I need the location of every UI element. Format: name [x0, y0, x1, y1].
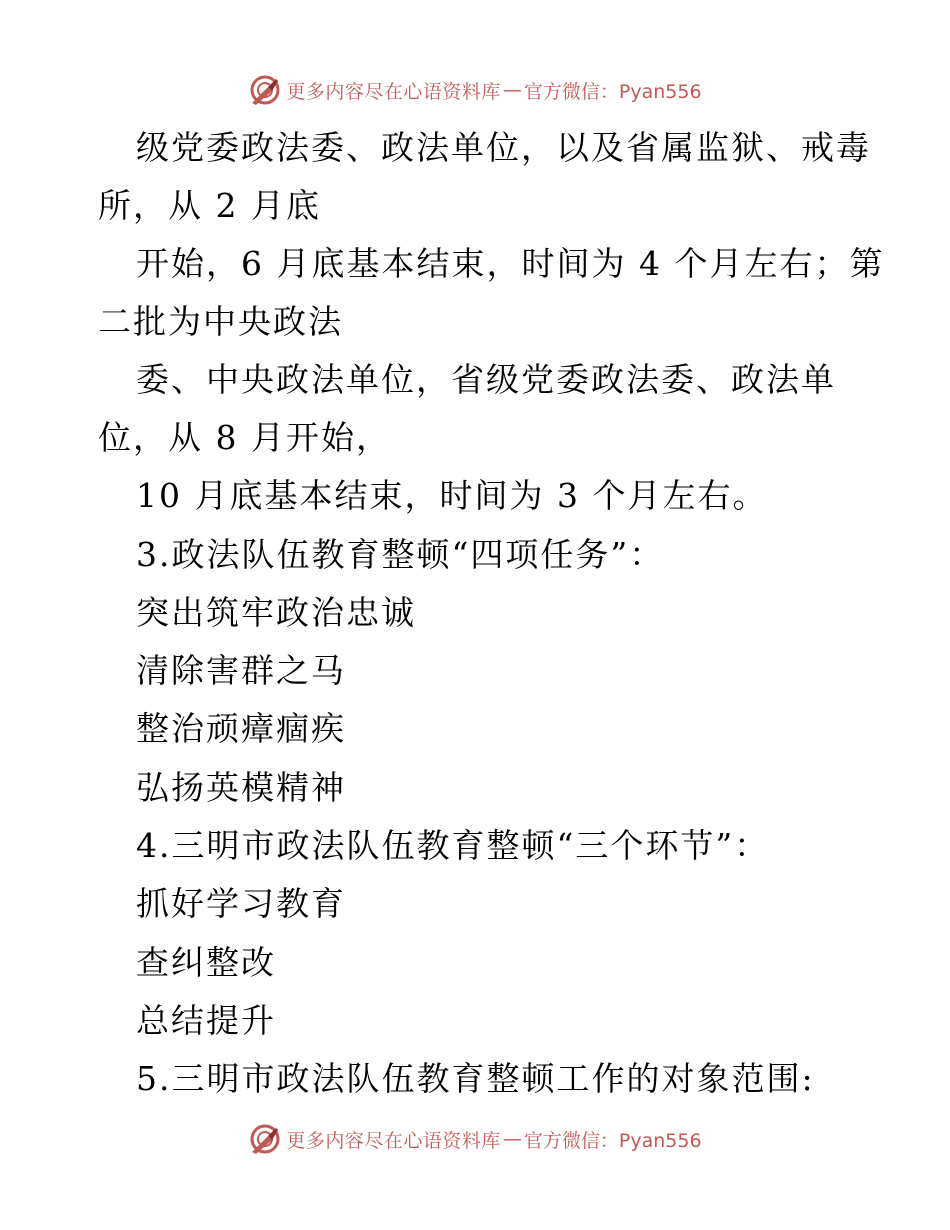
list-item: 总结提升 [136, 1001, 276, 1040]
section-heading: 4.三明市政法队伍教育整顿“三个环节”： [136, 826, 770, 865]
list-item: 抓好学习教育 [136, 884, 346, 923]
pen-logo-icon [248, 1122, 282, 1156]
text-line: 开始，6 月底基本结束，时间为 4 个月左右；第 [136, 244, 885, 283]
section-heading: 5.三明市政法队伍教育整顿工作的对象范围: [136, 1059, 815, 1098]
list-item: 弘扬英模精神 [136, 768, 346, 807]
watermark-separator: — [502, 79, 522, 101]
footer-watermark [0, 1119, 950, 1159]
watermark-wechat: 官方微信：Pyan556 [523, 80, 702, 103]
text-line: 级党委政法委、政法单位，以及省属监狱、戒毒 [136, 128, 871, 167]
section-heading: 3.政法队伍教育整顿“四项任务”： [136, 535, 665, 574]
text-line: 委、中央政法单位，省级党委政法委、政法单 [136, 360, 836, 399]
watermark-separator: — [502, 1128, 522, 1150]
watermark-text: 更多内容尽在心语资料库 [286, 1129, 501, 1152]
text-line: 位，从 8 月开始， [98, 418, 391, 457]
text-line: 10 月底基本结束，时间为 3 个月左右。 [136, 476, 768, 515]
text-line: 所，从 2 月底 [98, 186, 321, 225]
list-item: 突出筑牢政治忠诚 [136, 593, 416, 632]
list-item: 查纠整改 [136, 943, 276, 982]
list-item: 整治顽瘴痼疾 [136, 709, 346, 748]
text-line: 二批为中央政法 [98, 302, 343, 341]
watermark-text: 更多内容尽在心语资料库 [286, 80, 501, 103]
watermark-wechat: 官方微信：Pyan556 [523, 1129, 702, 1152]
list-item: 清除害群之马 [136, 651, 346, 690]
